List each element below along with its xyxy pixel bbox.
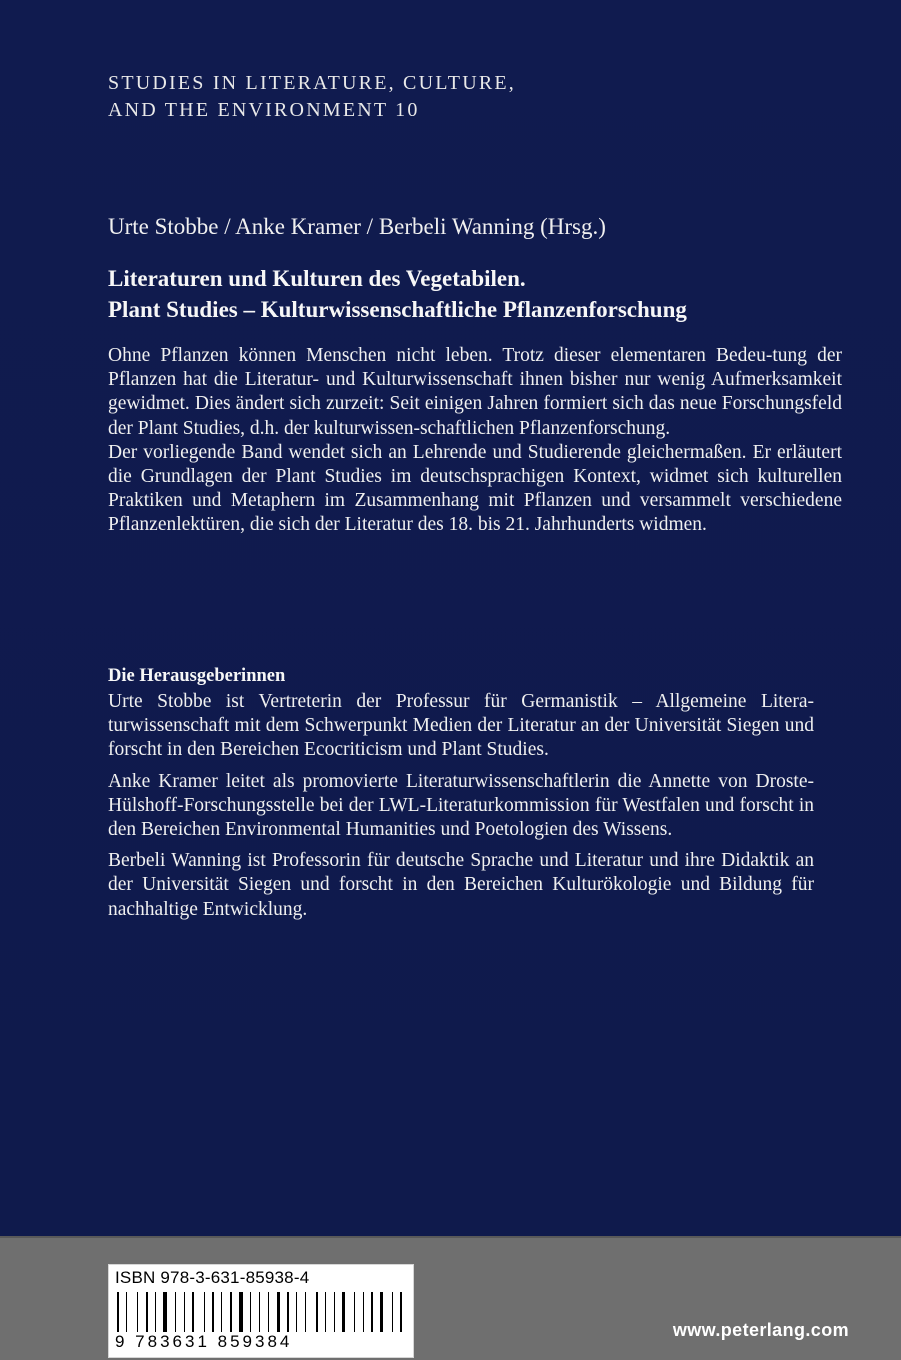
- barcode-bar: [126, 1292, 127, 1332]
- series-title: [108, 70, 728, 124]
- barcode-bar: [386, 1292, 389, 1332]
- barcode-bar: [287, 1292, 289, 1332]
- book-title-line-2: Plant Studies – Kulturwissenschaftliche Pflanzenforschung: [108, 297, 687, 322]
- barcode-bar: [380, 1292, 382, 1332]
- blurb-paragraph: Ohne Pflanzen können Menschen nicht leben. Trotz dieser elementaren Bedeu-tung der Pflanzen hat die Literatur- und Kulturwissenschaft ihnen bisher nur wenig Aufmerksamkeit gewidmet. Dies ändert sich zurzeit: Seit einigen Jahren formiert sich das neue Forschungsfeld der Plant Studies, d.h. der kulturwissen-schaftlichen Pflanzenforschung.: [108, 345, 842, 439]
- barcode-digits: 9 783631 859384: [115, 1332, 293, 1351]
- barcode-bar: [283, 1292, 284, 1332]
- barcode-bar: [212, 1292, 214, 1332]
- editors-heading: Die Herausgeberinnen: [108, 666, 286, 686]
- barcode-bar: [367, 1292, 368, 1332]
- barcode-bar: [358, 1292, 360, 1332]
- barcode-bar: [188, 1292, 189, 1332]
- barcode-bar: [309, 1292, 312, 1332]
- barcode-bar: [151, 1292, 152, 1332]
- barcode-bar: [155, 1292, 156, 1332]
- series-title-line-2: AND THE ENVIRONMENT 10: [108, 99, 420, 121]
- barcode-bar: [159, 1292, 160, 1332]
- barcode-bar: [329, 1292, 331, 1332]
- barcode-bar: [296, 1292, 297, 1332]
- barcode: [117, 1292, 407, 1332]
- barcode-bar: [235, 1292, 236, 1332]
- editor-bio: Anke Kramer leitet als promovierte Literaturwissenschaftlerin die Annette von Droste-Hülshoff-Forschungsstelle bei der LWL-Literaturkommission für Westfalen und forscht in den Bereichen Environmental Humanities und Poetologien des Wissens.: [108, 770, 814, 841]
- barcode-bar: [321, 1292, 322, 1332]
- barcode-bar: [208, 1292, 209, 1332]
- barcode-bar: [363, 1292, 364, 1332]
- barcode-bar: [400, 1292, 402, 1332]
- barcode-bar: [175, 1292, 176, 1332]
- barcode-bar: [204, 1292, 205, 1332]
- publisher-website[interactable]: www.peterlang.com: [672, 1320, 849, 1340]
- barcode-bar: [300, 1292, 302, 1332]
- barcode-bar: [268, 1292, 269, 1332]
- barcode-bar: [217, 1292, 218, 1332]
- barcode-bar: [250, 1292, 251, 1332]
- book-title-line-1: Literaturen und Kulturen des Vegetabilen.: [108, 266, 526, 291]
- editors-line: Urte Stobbe / Anke Kramer / Berbeli Wanning (Hrsg.): [108, 214, 606, 239]
- barcode-bar: [338, 1292, 339, 1332]
- barcode-bar: [325, 1292, 326, 1332]
- barcode-bar: [259, 1292, 260, 1332]
- barcode-bar: [316, 1292, 318, 1332]
- barcode-bar: [354, 1292, 355, 1332]
- editors-bios: [108, 690, 814, 929]
- barcode-bar: [122, 1292, 123, 1332]
- barcode-bar: [221, 1292, 222, 1332]
- barcode-bar: [170, 1292, 172, 1332]
- editor-bio: Urte Stobbe ist Vertreterin der Professur für Germanistik – Allgemeine Litera-turwissenschaft mit dem Schwerpunkt Medien der Literatur an der Universität Siegen und forscht in den Bereichen Ecocriticism und Plant Studies.: [108, 691, 814, 761]
- barcode-bar: [342, 1292, 344, 1332]
- barcode-bar: [348, 1292, 351, 1332]
- series-title-line-1: STUDIES IN LITERATURE, CULTURE,: [108, 72, 517, 94]
- barcode-bar: [376, 1292, 377, 1332]
- footer-divider: [0, 1236, 901, 1238]
- isbn-label: ISBN 978-3-631-85938-4: [115, 1268, 310, 1287]
- barcode-bar: [371, 1292, 373, 1332]
- barcode-bar: [179, 1292, 181, 1332]
- barcode-bar: [230, 1292, 232, 1332]
- barcode-bar: [305, 1292, 306, 1332]
- blurb-paragraph: Der vorliegende Band wendet sich an Lehrende und Studierende gleichermaßen. Er erläutert die Grundlagen der Plant Studies im deutschsprachigen Kontext, widmet sich kulturellen Praktiken und Metaphern im Zusammenhang mit Pflanzen und versammelt verschiedene Pflanzenlektüren, die sich der Literatur des 18. bis 21. Jahrhunderts widmen.: [108, 441, 842, 536]
- barcode-bar: [137, 1292, 138, 1332]
- barcode-bar: [246, 1292, 247, 1332]
- barcode-bar: [396, 1292, 397, 1332]
- barcode-bar: [272, 1292, 273, 1332]
- barcode-bar: [130, 1292, 133, 1332]
- barcode-bar: [277, 1292, 280, 1332]
- barcode-bar: [334, 1292, 335, 1332]
- editor-bio: Berbeli Wanning ist Professorin für deutsche Sprache und Literatur und ihre Didaktik an der Universität Siegen und forscht in den Bereichen Kulturökologie und Bildung für nachhaltige Entwicklung.: [108, 850, 814, 920]
- barcode-bar: [141, 1292, 143, 1332]
- barcode-bar: [192, 1292, 194, 1332]
- book-title: [108, 263, 868, 325]
- barcode-bar: [239, 1292, 242, 1332]
- barcode-bar: [405, 1292, 406, 1332]
- barcode-bar: [117, 1292, 119, 1332]
- barcode-bar: [225, 1292, 227, 1332]
- barcode-bar: [254, 1292, 256, 1332]
- barcode-bar: [146, 1292, 148, 1332]
- barcode-bar: [392, 1292, 393, 1332]
- barcode-bar: [163, 1292, 166, 1332]
- barcode-bar: [263, 1292, 265, 1332]
- barcode-bar: [292, 1292, 293, 1332]
- barcode-bar: [197, 1292, 200, 1332]
- isbn-barcode-box: [108, 1264, 414, 1358]
- blurb: [108, 344, 842, 538]
- barcode-bar: [184, 1292, 185, 1332]
